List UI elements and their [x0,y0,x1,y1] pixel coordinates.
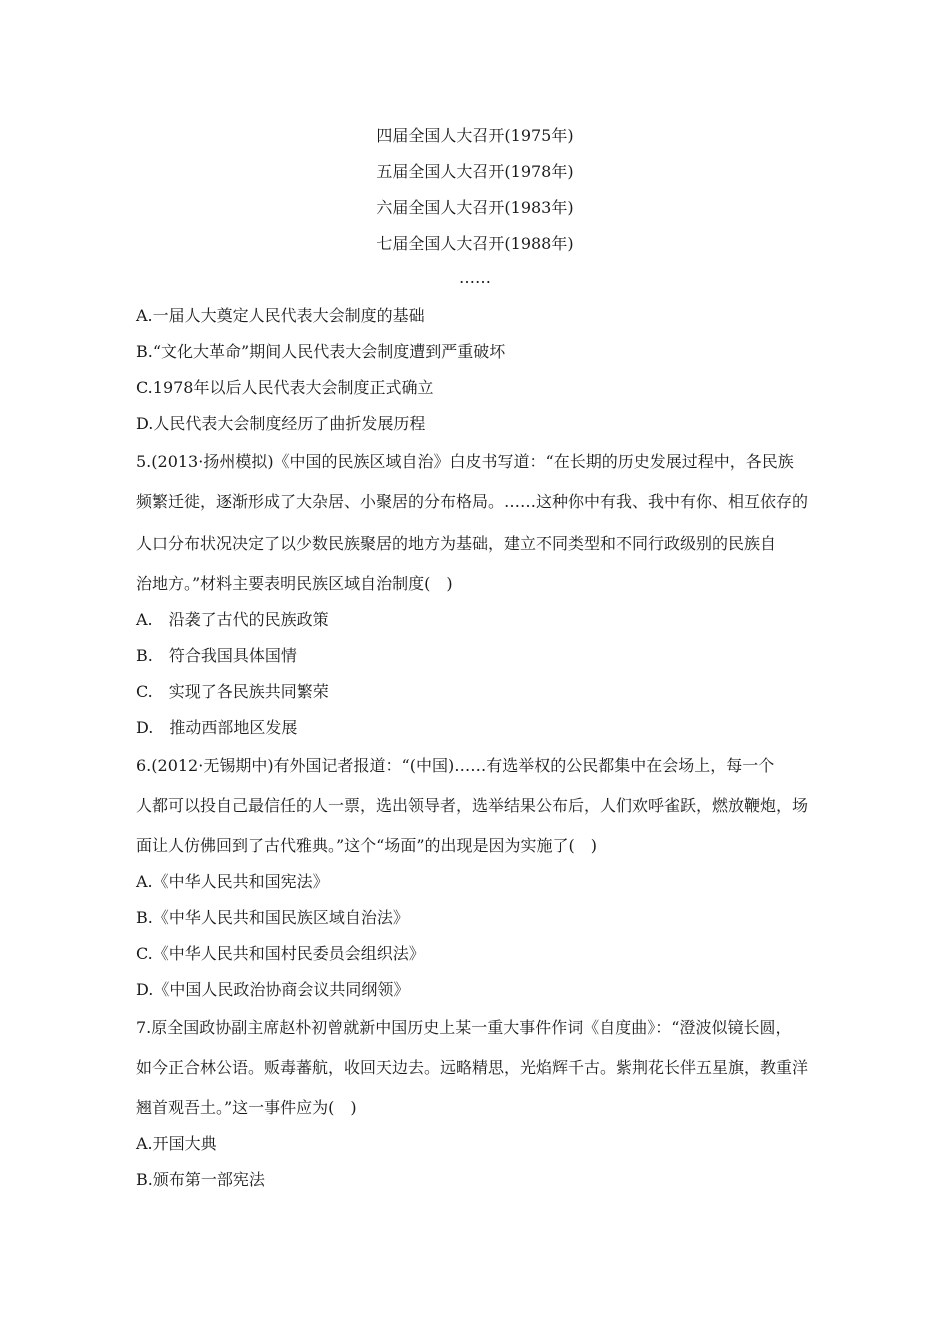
q6-option-b: B.《中华人民共和国民族区域自治法》 [136,908,409,927]
q5-stem-line: 治地方。”材料主要表明民族区域自治制度( ) [136,574,453,593]
q4-option-d: D.人民代表大会制度经历了曲折发展历程 [136,414,426,433]
q5-stem-line: 5.(2013·扬州模拟)《中国的民族区域自治》白皮书写道：“在长期的历史发展过程中，各民族 [136,452,794,471]
q6-option-a: A.《中华人民共和国宪法》 [136,872,329,891]
q4-option-a: A.一届人大奠定人民代表大会制度的基础 [136,306,425,325]
q7-stem-line: 如今正合林公语。贩毒蕃航，收回天边去。远略精思，光焰辉千古。紫荆花长伴五星旗，教重洋 [136,1058,809,1077]
q4-option-b: B.“文化大革命”期间人民代表大会制度遭到严重破坏 [136,342,506,361]
q6-option-d: D.《中国人民政治协商会议共同纲领》 [136,980,410,999]
q6-stem-line: 6.(2012·无锡期中)有外国记者报道：“(中国)……有选举权的公民都集中在会场上，每一个 [136,756,775,775]
q5-stem-line: 人口分布状况决定了以少数民族聚居的地方为基础，建立不同类型和不同行政级别的民族自 [136,534,777,553]
sequence-line: 五届全国人大召开(1978年) [376,162,574,181]
q7-stem-line: 翘首观吾土。”这一事件应为( ) [136,1098,357,1117]
q7-option-a: A.开国大典 [136,1134,217,1153]
q5-stem-line: 频繁迁徙，逐渐形成了大杂居、小聚居的分布格局。……这种你中有我、我中有你、相互依存的 [136,492,809,511]
sequence-line: 六届全国人大召开(1983年) [376,198,574,217]
sequence-ellipsis: …… [459,268,491,287]
sequence-line: 四届全国人大召开(1975年) [376,126,574,145]
q5-option-d: D. 推动西部地区发展 [136,718,298,737]
q4-option-c: C.1978年以后人民代表大会制度正式确立 [136,378,434,397]
q6-option-c: C.《中华人民共和国村民委员会组织法》 [136,944,425,963]
q7-stem-line: 7.原全国政协副主席赵朴初曾就新中国历史上某一重大事件作词《自度曲》：“澄波似镜长圆， [136,1018,792,1037]
q5-option-b: B. 符合我国具体国情 [136,646,297,665]
q6-stem-line: 人都可以投自己最信任的人一票，选出领导者，选举结果公布后，人们欢呼雀跃，燃放鞭炮，场 [136,796,809,815]
q5-option-a: A. 沿袭了古代的民族政策 [136,610,329,629]
q6-stem-line: 面让人仿佛回到了古代雅典。”这个“场面”的出现是因为实施了( ) [136,836,598,855]
sequence-line: 七届全国人大召开(1988年) [376,234,574,253]
q7-option-b: B.颁布第一部宪法 [136,1170,265,1189]
q5-option-c: C. 实现了各民族共同繁荣 [136,682,329,701]
